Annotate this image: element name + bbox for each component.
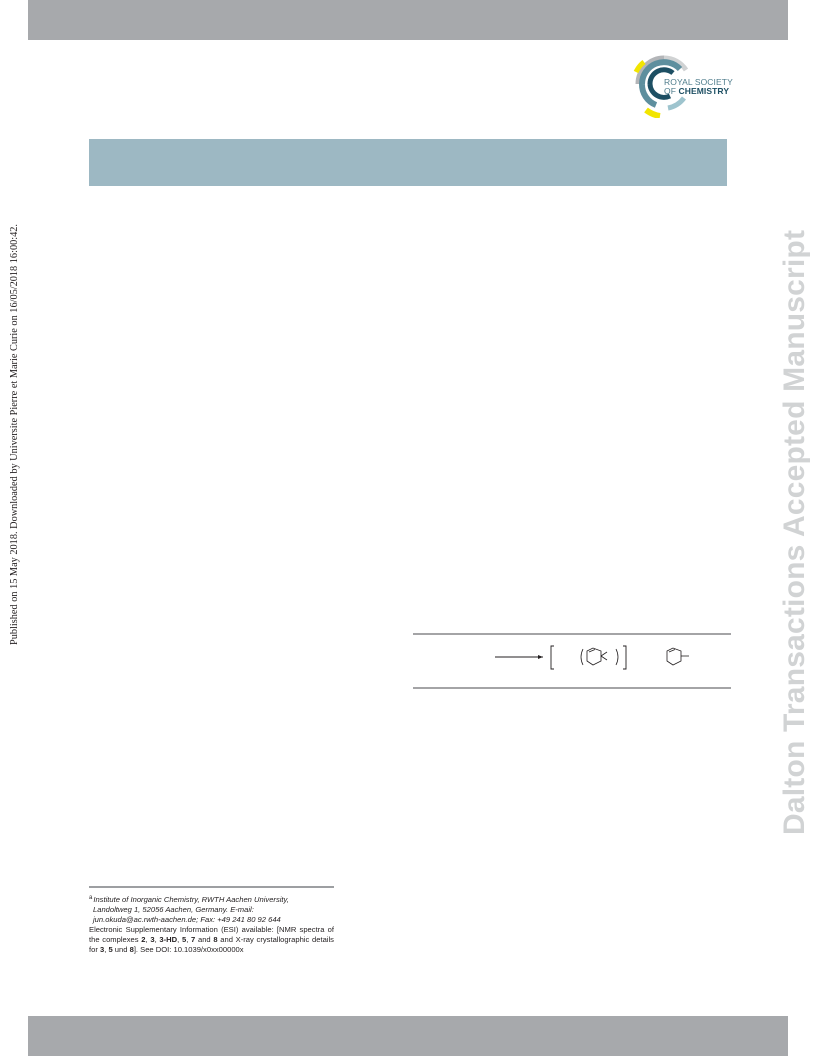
esi-sep-4: , [186,935,192,944]
reaction-scheme-drawing [413,632,731,692]
esi-doi: ]. See DOI: 10.1039/x0xx00000x [133,945,244,954]
footnote-block [89,886,334,955]
esi-sep-6: , [104,945,109,954]
esi-note [89,925,334,955]
affiliation-line-1: Institute of Inorganic Chemistry, RWTH Aachen University, [93,895,289,904]
xray-5: 5 [108,945,113,954]
complex-3-hd: 3-HD [159,935,178,944]
complex-2: 2 [141,935,146,944]
reaction-scheme [413,632,731,692]
esi-sep-5: and [195,935,214,944]
esi-text-1: Electronic Supplementary Information (ESI) available: [NMR spectra of the complexes [89,925,334,944]
polymer-bracket-left-icon [551,646,554,669]
complex-5: 5 [181,935,187,944]
publication-download-note: Published on 15 May 2018. Downloaded by Universite Pierre et Marie Curie on 16/05/2018 16:00:42. [9,224,20,645]
rsc-logo-line1: ROYAL SOCIETY [664,77,733,87]
footnote-rule [89,886,334,888]
accepted-manuscript-watermark: Dalton Transactions Accepted Manuscript [778,229,811,835]
rsc-logo-of: OF [664,86,679,96]
rsc-logo-chemistry: CHEMISTRY [678,86,730,96]
cyclohexene-ring-icon [587,648,601,665]
polymer-bracket-right-icon [623,646,626,669]
rsc-logo-text [664,78,733,96]
xray-8: 8 [129,945,134,954]
esi-sep-7: und [112,945,130,954]
page-header-bar [28,0,788,40]
affiliation-marker: a [89,895,93,901]
page-footer-bar [28,1016,788,1056]
esi-sep-2: , [154,935,160,944]
esi-text-2: and X-ray crystallographic details for [89,935,334,954]
affiliation-line-3: jun.okuda@ac.rwth-aachen.de; Fax: +49 241 80 92 644 [93,915,281,924]
esi-sep-3: , [177,935,182,944]
author-affiliation [89,893,334,925]
article-title-band [89,139,727,186]
affiliation-line-2: Landoltweg 1, 52056 Aachen, Germany. E-mail: [93,905,254,914]
xray-3: 3 [99,945,105,954]
esi-sep-1: , [145,935,151,944]
complex-8: 8 [213,935,218,944]
product-ring-icon [667,648,681,665]
complex-7: 7 [191,935,196,944]
complex-3: 3 [150,935,155,944]
